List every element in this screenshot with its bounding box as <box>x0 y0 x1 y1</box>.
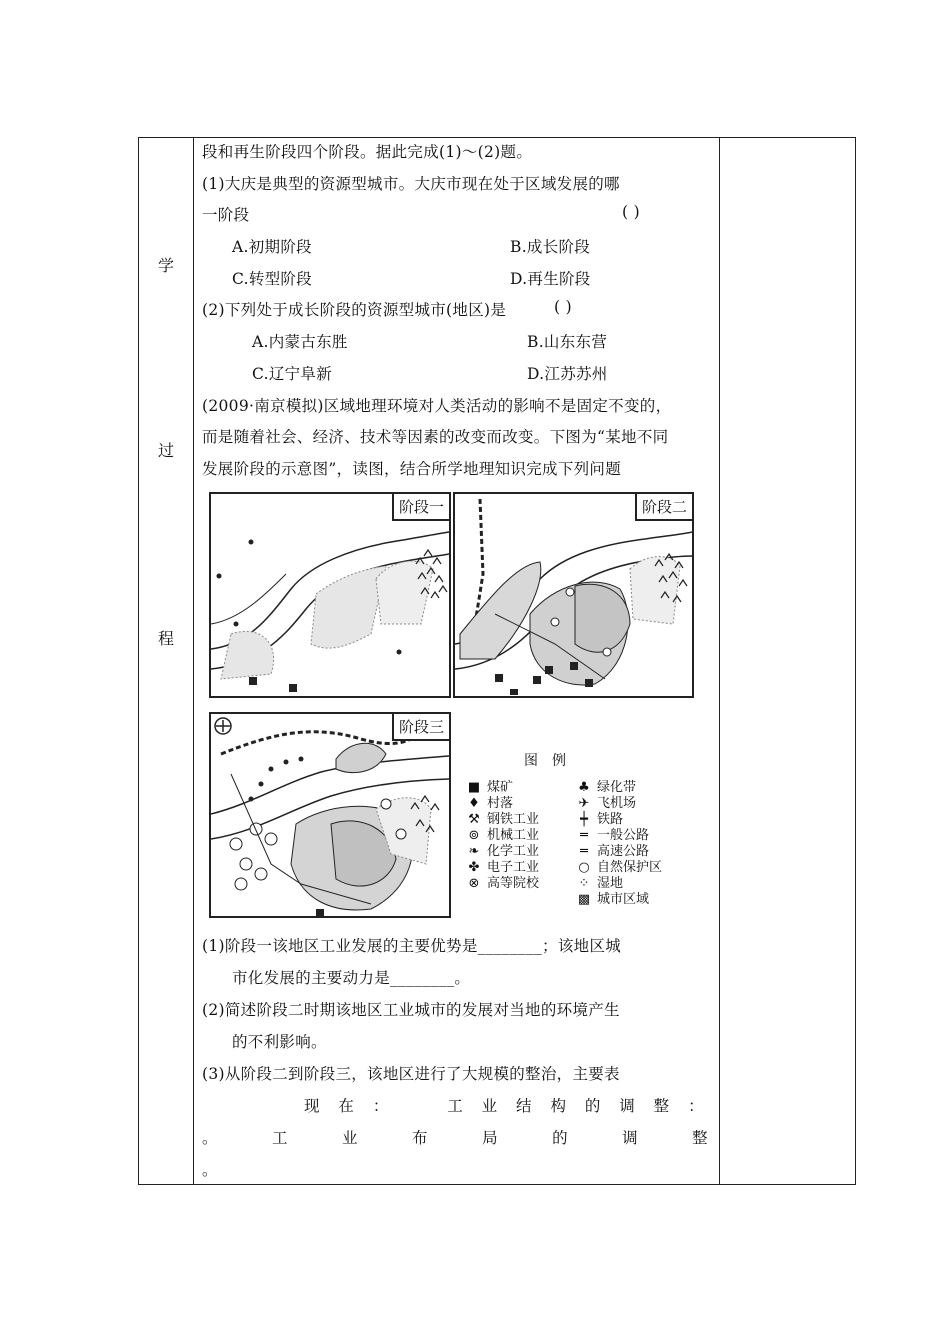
legend-green-belt: ♣ 绿化带 <box>578 780 637 795</box>
stage-3-label: 阶段三 <box>392 714 449 741</box>
legend-general-road: ═ 一般公路 <box>580 828 650 843</box>
legend-railway: ┿ 铁路 <box>580 812 624 827</box>
option-b2: B.山东东营 <box>527 333 608 351</box>
legend-urban-area: ▩ 城市区域 <box>577 892 650 907</box>
legend-electronics-industry: ✤ 电子工业 <box>468 860 540 875</box>
answer-q1-cont: 市化发展的主要动力是________。 <box>232 969 471 987</box>
stage-1-label: 阶段一 <box>392 494 449 521</box>
answer-q3: (3)从阶段二到阶段三，该地区进行了大规模的整治，主要表 <box>202 1065 620 1083</box>
option-c: C.转型阶段 <box>232 270 313 288</box>
option-d2: D.江苏苏州 <box>527 365 608 383</box>
answer-q3-industrial-layout: 。 工 业 布 局 的 调 整 <box>202 1129 708 1147</box>
answer-blank-2: ( ) <box>554 298 572 316</box>
option-c2: C.辽宁阜新 <box>252 365 333 383</box>
legend-title: 图例 <box>524 753 580 769</box>
legend-steel-industry: ⚒ 钢铁工业 <box>468 812 540 827</box>
map-legend <box>464 750 694 910</box>
legend-coal-mine: ■ 煤矿 <box>467 780 514 795</box>
legend-chemical-industry: ❧ 化学工业 <box>468 844 540 859</box>
question-1: (1)大庆是典型的资源型城市。大庆市现在处于区域发展的哪 <box>202 175 620 193</box>
column-divider-left <box>193 138 194 1184</box>
answer-q3-industrial-structure: 现 在 ： 工 业 结 构 的 调 整 ： <box>304 1097 704 1115</box>
question-intro: 段和再生阶段四个阶段。据此完成(1)～(2)题。 <box>202 143 533 161</box>
legend-university: ⊗ 高等院校 <box>468 876 540 891</box>
legend-machinery-industry: ⊚ 机械工业 <box>468 828 540 843</box>
answer-q1: (1)阶段一该地区工业发展的主要优势是________；该地区城 <box>202 937 622 955</box>
map-stage-3 <box>209 712 451 918</box>
map-stage-1 <box>209 492 451 698</box>
answer-blank-1: ( ) <box>622 203 640 221</box>
column-divider-right <box>719 138 720 1184</box>
map-blank-patch <box>521 498 581 536</box>
answer-q2: (2)简述阶段二时期该地区工业城市的发展对当地的环境产生 <box>202 1001 620 1019</box>
side-label-cheng: 程 <box>157 629 174 648</box>
passage-line-3: 发展阶段的示意图”，读图，结合所学地理知识完成下列问题 <box>202 460 622 478</box>
side-label-guo: 过 <box>157 441 174 460</box>
passage-line-2: 而是随着社会、经济、技术等因素的改变而改变。下图为“某地不同 <box>202 428 669 446</box>
legend-nature-reserve: ○ 自然保护区 <box>578 860 663 875</box>
stage-2-label: 阶段二 <box>635 494 692 521</box>
legend-village: ♦ 村落 <box>468 796 514 811</box>
legend-wetland: ⁘ 湿地 <box>578 876 624 891</box>
option-a2: A.内蒙古东胜 <box>252 333 348 351</box>
option-d: D.再生阶段 <box>510 270 591 288</box>
side-label-xue: 学 <box>157 256 174 275</box>
passage-line-1: (2009·南京模拟)区域地理环境对人类活动的影响不是固定不变的， <box>202 397 672 415</box>
option-b: B.成长阶段 <box>510 238 591 256</box>
legend-airport: ✈ 飞机场 <box>578 796 637 811</box>
question-1-cont: 一阶段 <box>202 206 250 224</box>
legend-highway: ═ 高速公路 <box>580 844 650 859</box>
question-2: (2)下列处于成长阶段的资源型城市(地区)是 <box>202 301 507 319</box>
answer-q3-end: 。 <box>202 1161 218 1179</box>
answer-q2-cont: 的不利影响。 <box>232 1033 327 1051</box>
map-stage-2 <box>453 492 694 698</box>
option-a: A.初期阶段 <box>232 238 312 256</box>
